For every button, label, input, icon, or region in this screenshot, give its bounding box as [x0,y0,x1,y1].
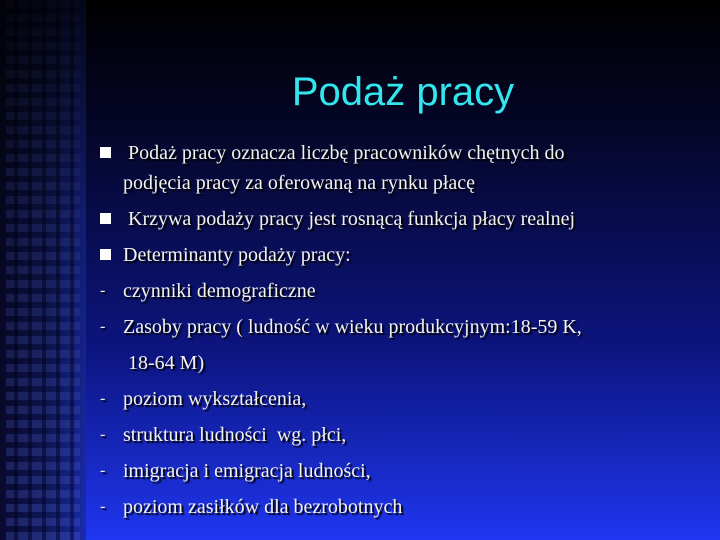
dash-item [100,492,700,522]
dash-marker: - [100,498,106,515]
slide-content [100,138,700,522]
bullet-item [100,204,700,234]
dash-text: poziom zasiłków dla bezrobotnych [123,496,403,518]
bullet-item [100,240,700,270]
dash-text: poziom wykształcenia, [123,388,307,410]
dash-text-cont: 18-64 M) [123,352,205,374]
dash-item [100,420,700,450]
dash-marker: - [100,426,106,443]
square-bullet-icon [100,147,111,158]
dash-text: Zasoby pracy ( ludność w wieku produkcyjnym:18-59 K, [123,316,582,338]
dash-item [100,276,700,306]
bullet-text: Krzywa podaży pracy jest rosnącą funkcja płacy realnej [123,208,576,230]
dash-text: imigracja i emigracja ludności, [123,460,371,482]
bullet-item [100,138,700,198]
square-bullet-icon [100,213,111,224]
slide-title: Podaż pracy [291,70,515,114]
side-fade [0,0,86,540]
dash-item [100,456,700,486]
dash-text: struktura ludności wg. płci, [123,424,347,446]
square-bullet-icon [100,249,111,260]
dash-marker: - [100,390,106,407]
dash-marker: - [100,462,106,479]
dash-item [100,384,700,414]
bullet-text: Podaż pracy oznacza liczbę pracowników chętnych do [123,142,565,164]
bullet-text-cont: podjęcia pracy za oferowaną na rynku płacę [123,172,476,194]
dash-item [100,312,700,378]
dash-marker: - [100,282,106,299]
dash-marker: - [100,318,106,335]
bullet-text: Determinanty podaży pracy: [123,244,351,266]
dash-text: czynniki demograficzne [123,280,316,302]
